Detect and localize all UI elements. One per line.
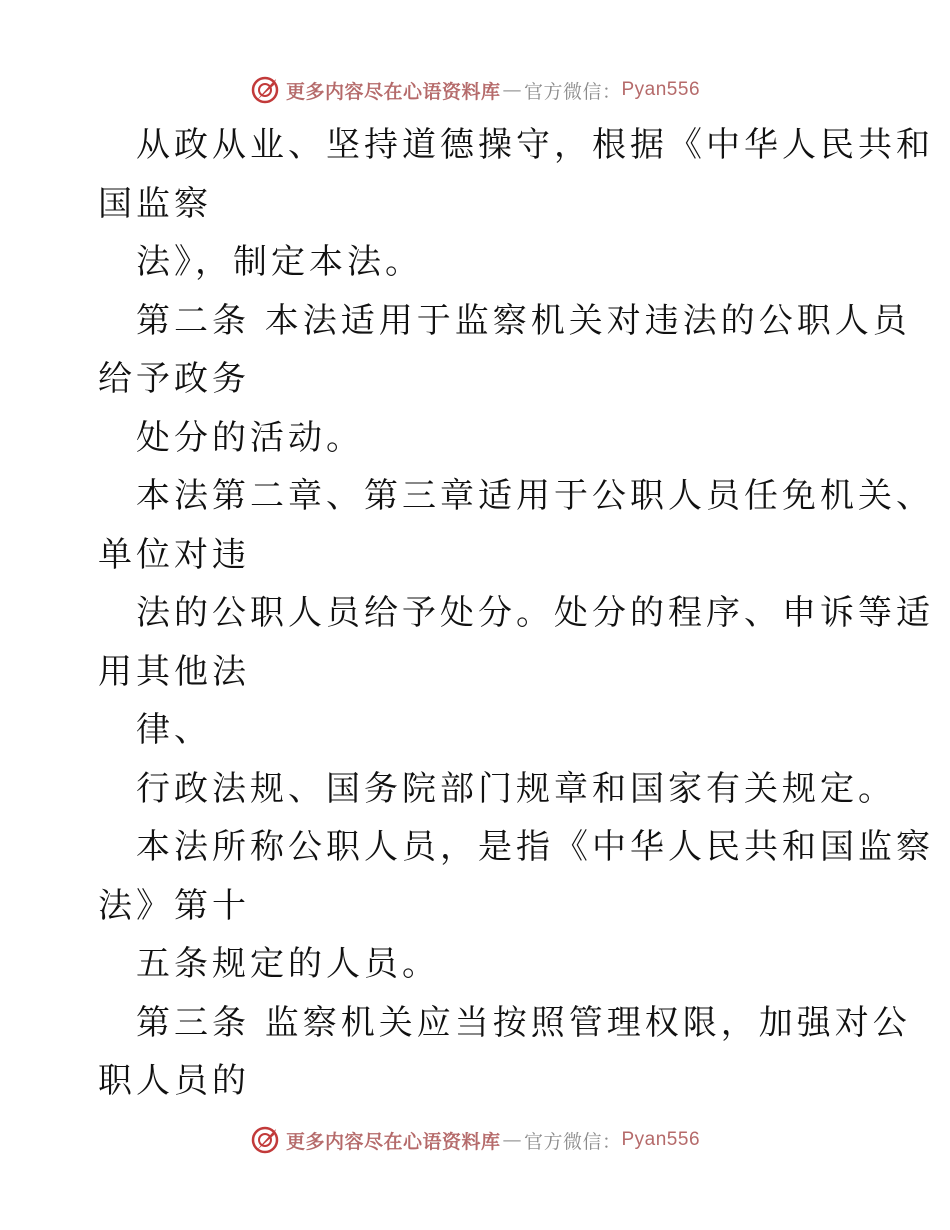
watermark-wechat-id: Pyan556 <box>621 79 701 100</box>
header-watermark <box>0 72 950 108</box>
text-line: 从政从业、坚持道德操守，根据《中华人民共和 <box>136 125 934 165</box>
text-line: 法》第十 <box>98 885 250 926</box>
text-line: 本法所称公职人员，是指《中华人民共和国监察 <box>136 827 934 867</box>
watermark-suffix: 官方微信： <box>523 80 622 103</box>
text-line: 第二条 本法适用于监察机关对违法的公职人员 <box>136 300 911 341</box>
document-body <box>98 116 934 1111</box>
brush-logo-icon <box>250 1125 280 1155</box>
text-line: 法的公职人员给予处分。处分的程序、申诉等适 <box>136 593 934 633</box>
text-line: 五条规定的人员。 <box>136 944 440 984</box>
watermark-wechat-id: Pyan556 <box>621 1129 701 1150</box>
brush-logo-icon <box>250 75 280 105</box>
watermark-dash: — <box>502 1129 522 1151</box>
watermark-dash: — <box>502 79 522 101</box>
text-line: 律、 <box>136 710 212 750</box>
text-line: 本法第二章、第三章适用于公职人员任免机关、 <box>136 476 934 516</box>
text-line: 处分的活动。 <box>136 417 364 458</box>
text-line: 第三条 监察机关应当按照管理权限，加强对公 <box>136 1002 911 1043</box>
text-line: 职人员的 <box>98 1061 250 1101</box>
watermark-suffix: 官方微信： <box>523 1130 622 1153</box>
text-line: 行政法规、国务院部门规章和国家有关规定。 <box>136 768 896 809</box>
footer-watermark <box>0 1122 950 1158</box>
watermark-prefix: 更多内容尽在心语资料库 <box>285 80 501 103</box>
text-line: 单位对违 <box>98 534 250 575</box>
watermark-prefix: 更多内容尽在心语资料库 <box>285 1130 501 1153</box>
text-line: 用其他法 <box>98 651 250 692</box>
text-line: 法》，制定本法。 <box>136 242 423 282</box>
text-line: 国监察 <box>98 183 212 224</box>
text-line: 给予政务 <box>98 359 250 399</box>
